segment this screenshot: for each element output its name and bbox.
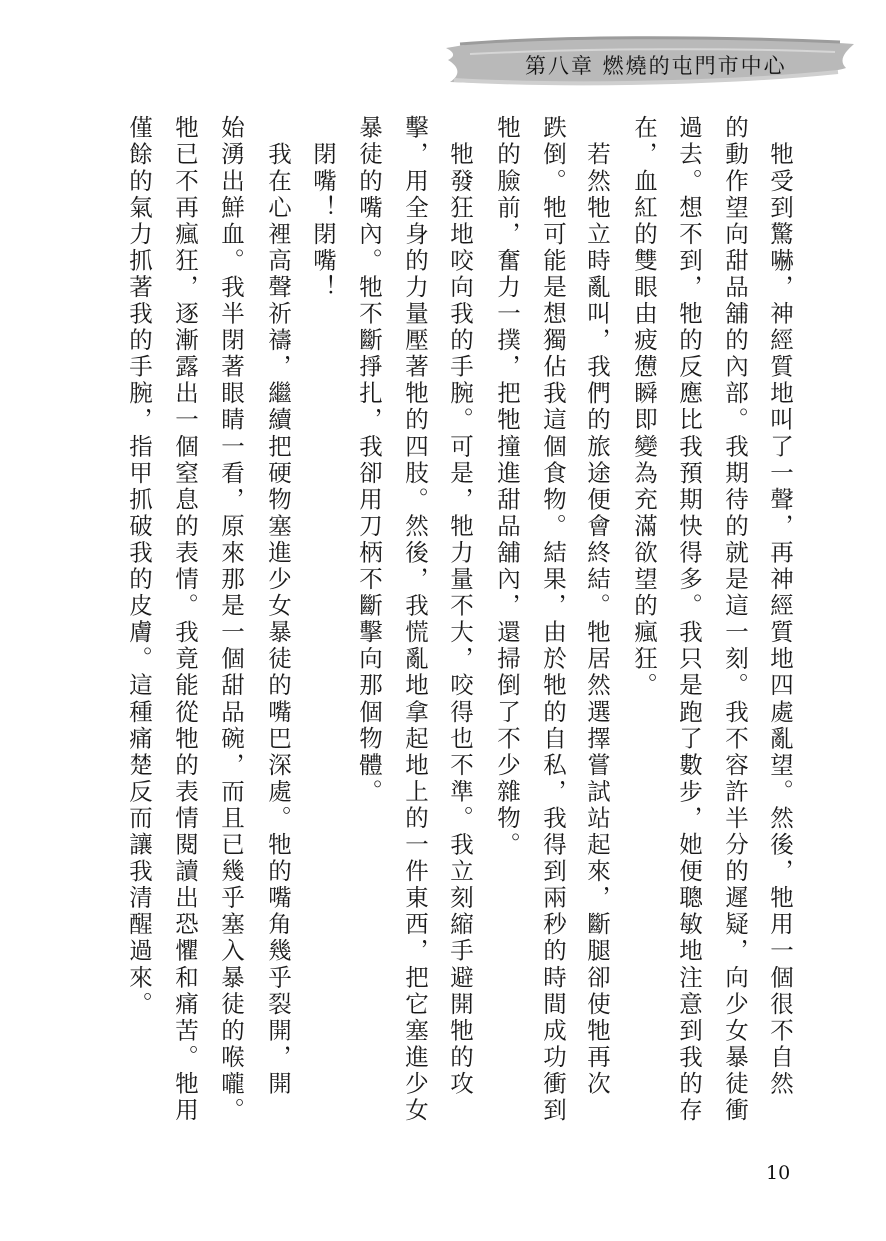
text-column-10: 暴徒的嘴內。牠不斷掙扎，我卻用刀柄不斷擊向那個物體。 <box>355 115 383 806</box>
text-column-8: 牠發狂地咬向我的手腕。可是，牠力量不大，咬得也不準。我立刻縮手避開牠的攻 <box>446 115 474 1098</box>
text-column-1: 牠受到驚嚇，神經質地叫了一聲，再神經質地四處亂望。然後，牠用一個很不自然 <box>766 115 794 1098</box>
text-column-5: 若然牠立時亂叫，我們的旅途便會終結。牠居然選擇嘗試站起來，斷腿卻使牠再次 <box>583 115 611 1098</box>
text-column-13: 始湧出鮮血。我半閉著眼睛一看，原來那是一個甜品碗，而且已幾乎塞入暴徒的喉嚨。 <box>217 115 245 1124</box>
text-column-6: 跌倒。牠可能是想獨佔我這個食物。結果，由於牠的自私，我得到兩秒的時間成功衝到 <box>539 115 567 1124</box>
text-column-4: 在，血紅的雙眼由疲憊瞬即變為充滿欲望的瘋狂。 <box>630 115 658 700</box>
text-column-3: 過去。想不到，牠的反應比我預期快得多。我只是跑了數步，她便聰敏地注意到我的存 <box>675 115 703 1124</box>
text-column-12: 我在心裡高聲祈禱，繼續把硬物塞進少女暴徒的嘴巴深處。牠的嘴角幾乎裂開，開 <box>264 115 292 1098</box>
page-number: 10 <box>766 1162 791 1184</box>
chapter-title: 第八章 燃燒的屯門市中心 <box>525 54 787 78</box>
text-column-7: 牠的臉前，奮力一撲，把牠撞進甜品舖內，還掃倒了不少雜物。 <box>493 115 521 859</box>
text-column-9: 擊，用全身的力量壓著牠的四肢。然後，我慌亂地拿起地上的一件東西，把它塞進少女 <box>401 115 429 1124</box>
text-column-14: 牠已不再瘋狂，逐漸露出一個窒息的表情。我竟能從牠的表情閱讀出恐懼和痛苦。牠用 <box>171 115 199 1124</box>
text-column-15: 僅餘的氣力抓著我的手腕，指甲抓破我的皮膚。這種痛楚反而讓我清醒過來。 <box>125 115 153 1018</box>
text-column-2: 的動作望向甜品舖的內部。我期待的就是這一刻。我不容許半分的遲疑，向少女暴徒衝 <box>721 115 749 1124</box>
text-column-11: 閉嘴！閉嘴！ <box>309 115 337 301</box>
